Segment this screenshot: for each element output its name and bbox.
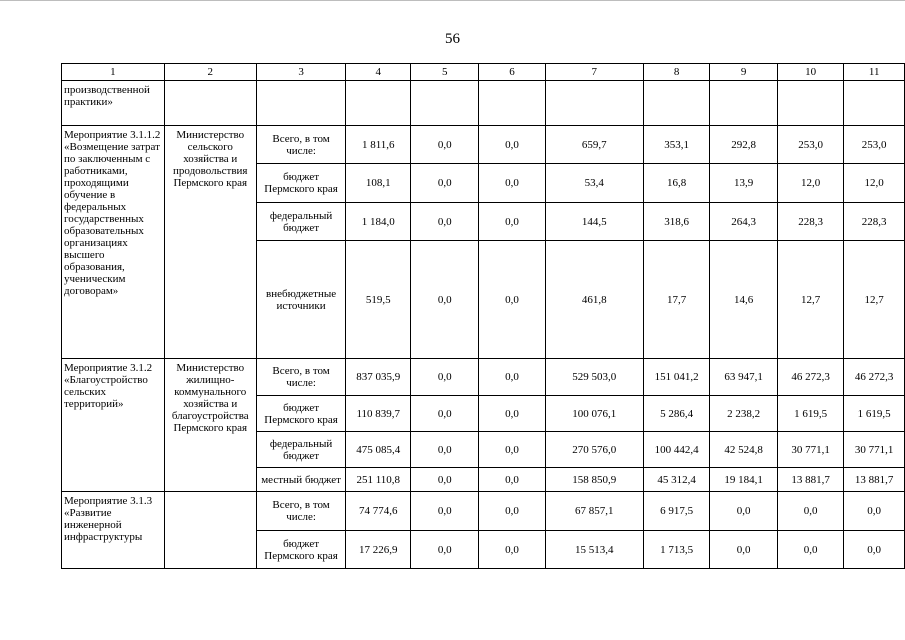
value-cell: 0,0 [479,492,545,531]
value-cell: 0,0 [411,492,479,531]
column-header: 7 [545,64,643,81]
value-cell: 12,0 [777,164,844,203]
value-cell: 1 713,5 [643,531,710,569]
empty-cell [777,81,844,126]
table-row [62,492,905,531]
executor-cell: Министерство жилищно-коммунального хозяйства и благоустройства Пермского края [164,359,256,492]
value-cell: 67 857,1 [545,492,643,531]
value-cell: 519,5 [346,241,411,359]
measure-name-cell: Мероприятие 3.1.2 «Благоустройство сельских территорий» [62,359,165,492]
continuation-row [62,81,905,126]
value-cell: 253,0 [777,126,844,164]
funding-source-cell: бюджет Пермского края [256,396,346,432]
value-cell: 12,0 [844,164,905,203]
funding-source-cell: Всего, в том числе: [256,359,346,396]
value-cell: 12,7 [844,241,905,359]
executor-cell: Министерство сельского хозяйства и продовольствия Пермского края [164,126,256,359]
value-cell: 100 442,4 [643,432,710,468]
value-cell: 30 771,1 [844,432,905,468]
value-cell: 461,8 [545,241,643,359]
value-cell: 12,7 [777,241,844,359]
value-cell: 0,0 [411,432,479,468]
value-cell: 0,0 [844,531,905,569]
value-cell: 353,1 [643,126,710,164]
value-cell: 17 226,9 [346,531,411,569]
value-cell: 2 238,2 [710,396,778,432]
value-cell: 6 917,5 [643,492,710,531]
value-cell: 228,3 [844,203,905,241]
column-header: 1 [62,64,165,81]
value-cell: 13,9 [710,164,778,203]
value-cell: 292,8 [710,126,778,164]
value-cell: 42 524,8 [710,432,778,468]
value-cell: 837 035,9 [346,359,411,396]
value-cell: 46 272,3 [777,359,844,396]
value-cell: 270 576,0 [545,432,643,468]
empty-cell [346,81,411,126]
value-cell: 144,5 [545,203,643,241]
value-cell: 5 286,4 [643,396,710,432]
value-cell: 0,0 [479,126,545,164]
value-cell: 475 085,4 [346,432,411,468]
value-cell: 30 771,1 [777,432,844,468]
column-header: 5 [411,64,479,81]
value-cell: 1 619,5 [777,396,844,432]
value-cell: 63 947,1 [710,359,778,396]
funding-source-cell: бюджет Пермского края [256,164,346,203]
value-cell: 318,6 [643,203,710,241]
value-cell: 0,0 [479,241,545,359]
value-cell: 253,0 [844,126,905,164]
value-cell: 0,0 [479,432,545,468]
empty-cell [164,81,256,126]
value-cell: 0,0 [411,203,479,241]
value-cell: 0,0 [479,396,545,432]
value-cell: 17,7 [643,241,710,359]
empty-cell [643,81,710,126]
value-cell: 15 513,4 [545,531,643,569]
value-cell: 0,0 [479,359,545,396]
column-header: 4 [346,64,411,81]
value-cell: 0,0 [479,468,545,492]
value-cell: 19 184,1 [710,468,778,492]
value-cell: 0,0 [411,164,479,203]
value-cell: 1 619,5 [844,396,905,432]
empty-cell [710,81,778,126]
column-header: 11 [844,64,905,81]
value-cell: 0,0 [411,359,479,396]
column-header: 6 [479,64,545,81]
value-cell: 110 839,7 [346,396,411,432]
value-cell: 108,1 [346,164,411,203]
funding-source-cell: внебюджетные источники [256,241,346,359]
executor-cell [164,492,256,569]
value-cell: 1 184,0 [346,203,411,241]
empty-cell [479,81,545,126]
value-cell: 158 850,9 [545,468,643,492]
value-cell: 264,3 [710,203,778,241]
value-cell: 659,7 [545,126,643,164]
measure-name-cell: Мероприятие 3.1.3 «Развитие инженерной инфраструктуры [62,492,165,569]
funding-source-cell: федеральный бюджет [256,203,346,241]
value-cell: 13 881,7 [777,468,844,492]
value-cell: 0,0 [777,492,844,531]
value-cell: 53,4 [545,164,643,203]
budget-table [61,63,905,569]
value-cell: 151 041,2 [643,359,710,396]
funding-source-cell: федеральный бюджет [256,432,346,468]
value-cell: 1 811,6 [346,126,411,164]
value-cell: 0,0 [411,241,479,359]
column-header: 8 [643,64,710,81]
value-cell: 228,3 [777,203,844,241]
measure-name-cell: производственной практики» [62,81,165,126]
empty-cell [844,81,905,126]
page-number: 56 [445,31,460,47]
value-cell: 100 076,1 [545,396,643,432]
funding-source-cell: местный бюджет [256,468,346,492]
value-cell: 0,0 [479,531,545,569]
column-header: 9 [710,64,778,81]
value-cell: 46 272,3 [844,359,905,396]
column-header: 2 [164,64,256,81]
value-cell: 0,0 [411,126,479,164]
measure-name-cell: Мероприятие 3.1.1.2 «Возмещение затрат по заключенным с работниками, проходящими обучение в федеральных государственных образовательных организациях высшего образования, ученическим договорам» [62,126,165,359]
value-cell: 0,0 [411,468,479,492]
page-top-border [0,0,905,1]
column-number-header-row [62,64,905,81]
value-cell: 0,0 [710,531,778,569]
funding-source-cell: Всего, в том числе: [256,492,346,531]
value-cell: 14,6 [710,241,778,359]
value-cell: 74 774,6 [346,492,411,531]
empty-cell [256,81,346,126]
empty-cell [411,81,479,126]
funding-source-cell: бюджет Пермского края [256,531,346,569]
value-cell: 251 110,8 [346,468,411,492]
value-cell: 0,0 [710,492,778,531]
column-header: 10 [777,64,844,81]
value-cell: 13 881,7 [844,468,905,492]
table-row [62,359,905,396]
value-cell: 16,8 [643,164,710,203]
empty-cell [545,81,643,126]
value-cell: 0,0 [411,531,479,569]
value-cell: 0,0 [777,531,844,569]
value-cell: 0,0 [844,492,905,531]
value-cell: 0,0 [411,396,479,432]
value-cell: 0,0 [479,203,545,241]
value-cell: 0,0 [479,164,545,203]
table-row [62,126,905,164]
value-cell: 529 503,0 [545,359,643,396]
column-header: 3 [256,64,346,81]
value-cell: 45 312,4 [643,468,710,492]
funding-source-cell: Всего, в том числе: [256,126,346,164]
